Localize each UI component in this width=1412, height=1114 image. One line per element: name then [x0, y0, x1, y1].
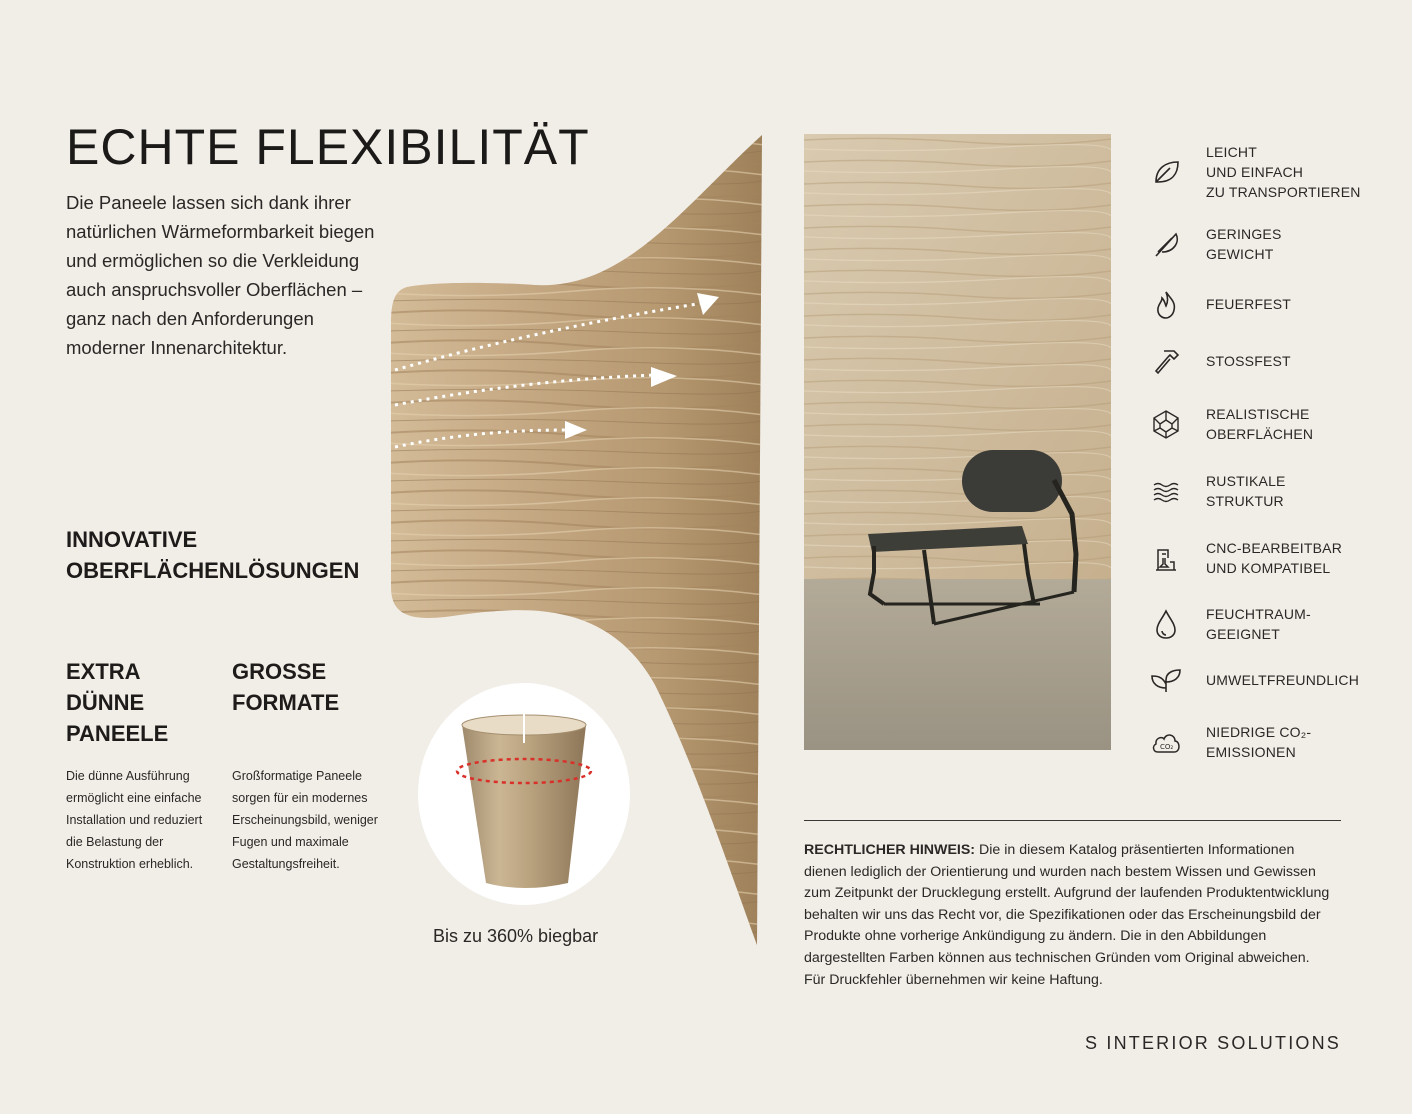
- feature-eco-friendly: [1148, 662, 1398, 698]
- column-heading-line: EXTRA: [66, 659, 141, 684]
- plant-icon: [1148, 662, 1184, 698]
- feature-fireproof: [1148, 286, 1398, 322]
- section-heading: [66, 524, 359, 586]
- leaf-icon: [1148, 154, 1184, 190]
- page-title: ECHTE FLEXIBILITÄT: [66, 119, 590, 175]
- column-text-extra-thin: Die dünne Ausführung ermöglicht eine einfache Installation und reduziert die Belastung der Konstruktion erheblich.: [66, 769, 203, 871]
- svg-text:CO₂: CO₂: [1160, 743, 1174, 751]
- feature-low-weight: [1148, 224, 1398, 264]
- feature-light-transport: [1148, 142, 1398, 202]
- column-extra-thin: [66, 656, 216, 749]
- divider: [804, 820, 1341, 821]
- legal-notice: [804, 840, 1334, 991]
- feature-label-line: FEUERFEST: [1206, 296, 1292, 312]
- cnc-machine-icon: [1148, 540, 1184, 576]
- feature-label-line: CNC-BEARBEITBAR: [1206, 540, 1343, 556]
- feature-label-line: REALISTISCHE: [1206, 406, 1310, 422]
- feature-label-line: NIEDRIGE CO₂-: [1206, 724, 1312, 740]
- feature-label-line: STOSSFEST: [1206, 353, 1291, 369]
- section-heading-line-2: OBERFLÄCHENLÖSUNGEN: [66, 558, 360, 583]
- polyhedron-icon: [1148, 406, 1184, 442]
- feature-label-line: UND KOMPATIBEL: [1206, 560, 1331, 576]
- column-heading-line: DÜNNE: [66, 690, 145, 715]
- legal-text: Die in diesem Katalog präsentierten Informationen dienen lediglich der Orientierung und wurden nach bestem Wissen und Gewissen zum Zeitpunkt der Drucklegung erstellt. Aufgrund der laufenden Produktentwicklung behalten wir uns das Recht vor, die Spezifikationen oder das Erscheinungsbild der Produkte ohne vorherige Ankündigung zu ändern. Die in den Abbildungen dargestellten Farben können aus technischen Gründen vom Original abweichen. Für Druckfehler übernehmen wir keine Haftung.: [804, 842, 1330, 988]
- feature-label-line: RUSTIKALE: [1206, 473, 1286, 489]
- bend-cylinder-illustration: [418, 683, 630, 905]
- intro-text: Die Paneele lassen sich dank ihrer natürlichen Wärmeformbarkeit biegen und ermöglichen so die Verkleidung auch anspruchsvoller Oberflächen – ganz nach den Anforderungen moderner Innenarchitektur.: [66, 192, 375, 358]
- waves-icon: [1148, 473, 1184, 509]
- section-heading-line-1: INNOVATIVE: [66, 527, 198, 552]
- feature-label-line: EMISSIONEN: [1206, 744, 1296, 760]
- brand-name: S INTERIOR SOLUTIONS: [1084, 1033, 1341, 1053]
- feather-icon: [1148, 226, 1184, 262]
- column-heading-large-formats: [232, 656, 382, 718]
- column-heading-line: PANEELE: [66, 721, 169, 746]
- feature-label-line: GEEIGNET: [1206, 626, 1280, 642]
- feature-impact-resistant: [1148, 343, 1398, 379]
- feature-realistic-surfaces: [1148, 404, 1398, 444]
- feature-label-line: GERINGES: [1206, 226, 1282, 242]
- feature-label-line: GEWICHT: [1206, 246, 1274, 262]
- feature-label-line: FEUCHTRAUM-: [1206, 606, 1311, 622]
- feature-cnc: [1148, 538, 1398, 578]
- column-heading-line: GROSSE: [232, 659, 327, 684]
- feature-rustic-structure: [1148, 471, 1398, 511]
- column-text-large-formats: Großformatige Paneele sorgen für ein modernes Erscheinungsbild, weniger Fugen und maximale Gestaltungsfreiheit.: [232, 769, 378, 871]
- water-drop-icon: [1148, 606, 1184, 642]
- interior-photo-chair: [804, 134, 1111, 750]
- feature-wet-room: [1148, 604, 1398, 644]
- feature-label-line: UND EINFACH: [1206, 164, 1304, 180]
- flame-icon: [1148, 286, 1184, 322]
- feature-label-line: ZU TRANSPORTIEREN: [1206, 184, 1361, 200]
- feature-label-line: STRUKTUR: [1206, 493, 1284, 509]
- hammer-icon: [1148, 343, 1184, 379]
- column-heading-line: FORMATE: [232, 690, 340, 715]
- legal-label: RECHTLICHER HINWEIS:: [804, 842, 976, 858]
- co2-cloud-icon: [1148, 724, 1184, 760]
- feature-label-line: UMWELTFREUNDLICH: [1206, 672, 1360, 688]
- feature-low-co2: [1148, 722, 1398, 762]
- feature-label-line: OBERFLÄCHEN: [1206, 426, 1314, 442]
- feature-label-line: LEICHT: [1206, 144, 1257, 160]
- bend-caption: Bis zu 360% biegbar: [433, 926, 599, 946]
- column-heading-extra-thin: [66, 656, 216, 749]
- column-large-formats: [232, 656, 382, 718]
